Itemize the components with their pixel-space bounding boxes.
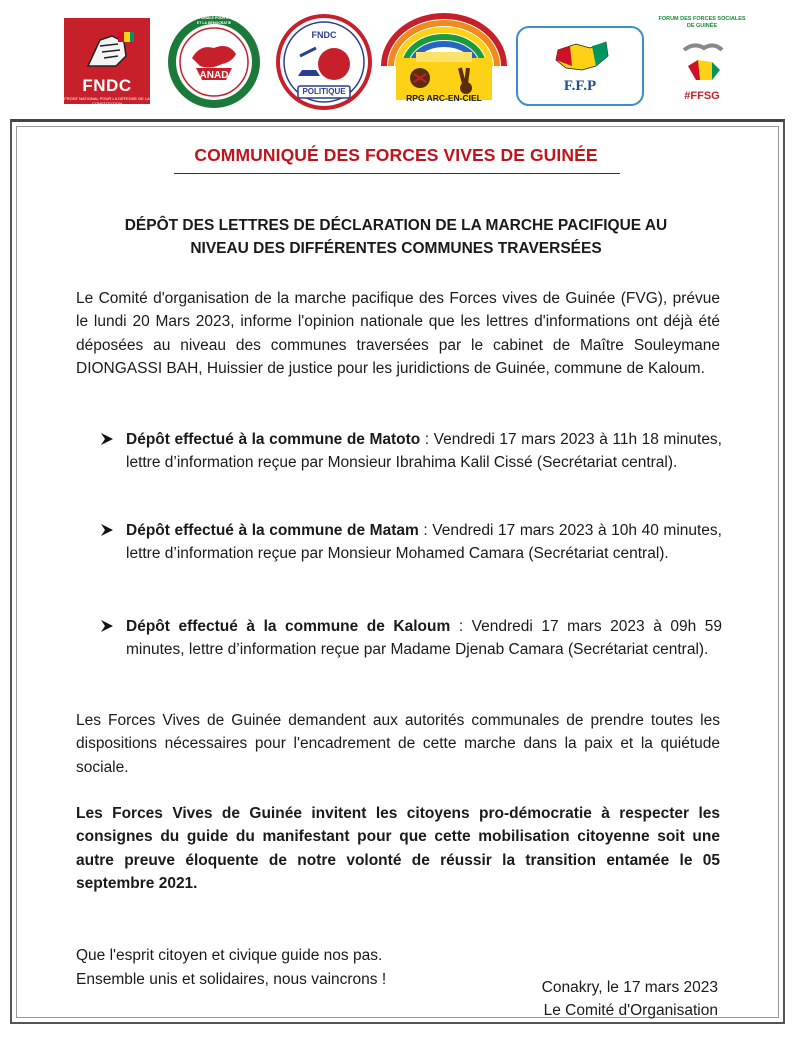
- list-item-body: [126, 519, 722, 566]
- signatory: Le Comité d'Organisation: [543, 1002, 718, 1019]
- fndc-politique-bottom-label: POLITIQUE: [302, 87, 346, 96]
- fndc-logo: [64, 18, 150, 104]
- list-item-details: : Vendredi 17 mars 2023 à 10h 40 minutes, lettre d’information reçue par Monsieur Mohamed Camara (Secrétariat central).: [126, 522, 722, 563]
- fndc-politique-top-label: FNDC: [311, 30, 337, 40]
- fndc-politique-logo: [276, 14, 372, 110]
- list-item-body: [126, 615, 722, 662]
- logo-banner: [0, 0, 792, 118]
- signature-block: [542, 976, 718, 1022]
- closing-line-2: Ensemble unis et solidaires, nous vaincrons !: [76, 971, 387, 988]
- anad-logo: [166, 14, 262, 110]
- ffsg-logo: [654, 14, 750, 110]
- fist-icon: [78, 26, 136, 76]
- intro-paragraph: Le Comité d'organisation de la marche pacifique des Forces vives de Guinée (FVG), prévue le lundi 20 Mars 2023, informe l'opinion nationale que les lettres d'informations ont déjà été déposées au niveau des communes traversées par le cabinet de Maître Souleymane DIONGASSI BAH, Huissier de justice pour les juridictions de Guinée, commune de Kaloum.: [76, 290, 720, 377]
- list-item-commune: Dépôt effectué à la commune de Matam: [126, 522, 419, 539]
- ffsg-hashtag: #FFSG: [684, 90, 720, 102]
- list-item-commune: Dépôt effectué à la commune de Matoto: [126, 431, 421, 448]
- list-item-commune: Dépôt effectué à la commune de Kaloum: [126, 618, 451, 635]
- fndc-logo-label: FNDC: [82, 76, 132, 95]
- rpg-logo-label: RPG ARC-EN-CIEL: [406, 93, 482, 103]
- rpg-logo: [380, 12, 508, 108]
- heading-line-2: NIVEAU DES DIFFÉRENTES COMMUNES TRAVERSÉES: [190, 240, 602, 257]
- demand-paragraph: Les Forces Vives de Guinée demandent aux autorités communales de prendre toutes les dispositions nécessaires pour l'encadrement de cette marche dans la paix et la quiétude sociale.: [76, 712, 720, 776]
- arrow-bullet-icon: [100, 432, 114, 446]
- arrow-bullet-icon: [100, 523, 114, 537]
- arrow-bullet-icon: [100, 619, 114, 633]
- list-item-body: [126, 428, 722, 475]
- fndc-logo-subtitle: FRONT NATIONAL POUR LA DÉFENSE DE LA CONSTITUTION: [64, 96, 150, 106]
- list-item-details: : Vendredi 17 mars 2023 à 11h 18 minutes, lettre d’information reçue par Monsieur Ibrahima Kalil Cissé (Secrétariat central).: [126, 431, 722, 472]
- anad-emblem-icon: [166, 14, 262, 110]
- list-item-details: : Vendredi 17 mars 2023 à 09h 59 minutes, lettre d’information reçue par Madame Djenab Camara (Secrétariat central).: [126, 618, 722, 659]
- heading-line-1: DÉPÔT DES LETTRES DE DÉCLARATION DE LA MARCHE PACIFIQUE AU: [124, 217, 668, 234]
- place-date: Conakry, le 17 mars 2023: [541, 979, 718, 996]
- anad-logo-label: ANAD: [199, 70, 229, 81]
- closing-block: [76, 944, 386, 992]
- communique-title: COMMUNIQUÉ DES FORCES VIVES DE GUINÉE: [194, 145, 598, 165]
- ffp-logo: [516, 26, 644, 106]
- anad-ring-text: ALLIANCE NATIONALE POUR L'ALTERNANCE ET LA DÉMOCRATIE: [175, 16, 253, 25]
- invitation-paragraph: Les Forces Vives de Guinée invitent les citoyens pro-démocratie à respecter les consignes du guide du manifestant pour que cette mobilisation citoyenne soit une autre preuve éloquente de notre volonté de réussir la transition entamée le 05 septembre 2021.: [76, 805, 720, 892]
- document-heading: [80, 214, 712, 260]
- closing-line-1: Que l'esprit citoyen et civique guide nos pas.: [76, 947, 383, 964]
- title-underline: [174, 173, 620, 174]
- ffsg-ring-text: FORUM DES FORCES SOCIALES DE GUINÉE: [658, 16, 746, 29]
- ffp-logo-label: F.F.P: [563, 78, 597, 94]
